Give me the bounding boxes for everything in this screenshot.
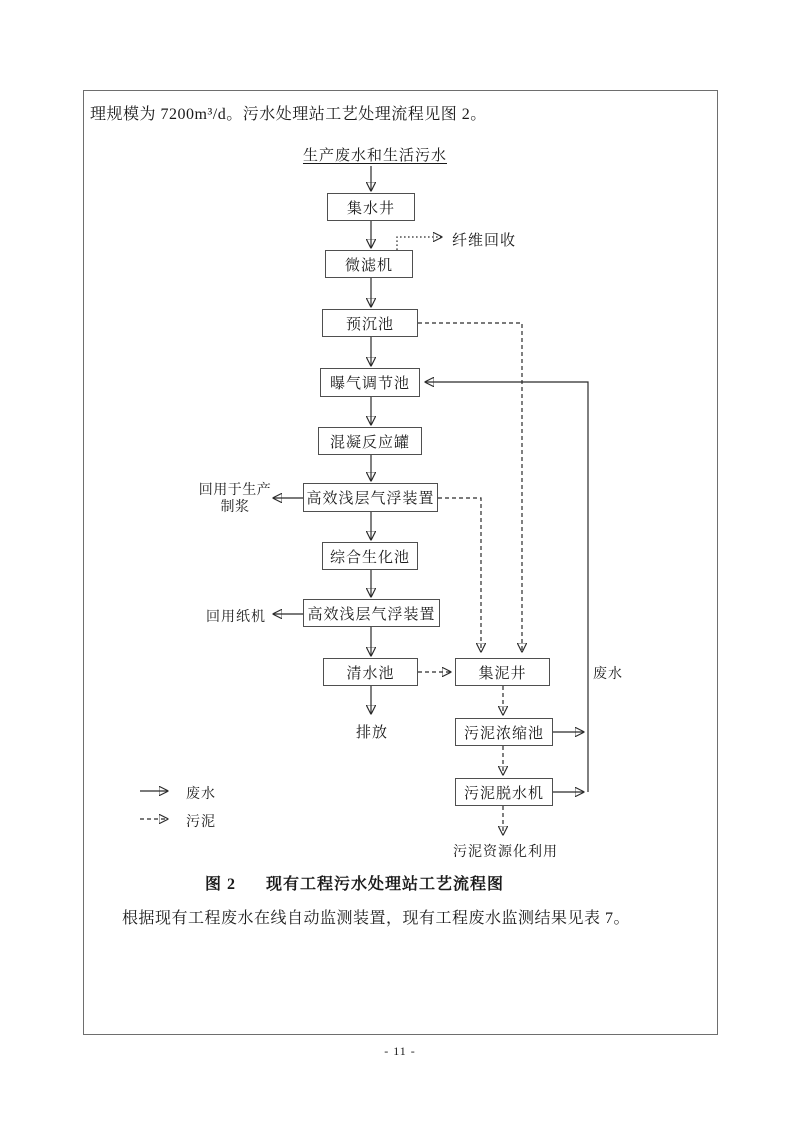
node-flotation-device-1: 高效浅层气浮装置 xyxy=(303,483,438,512)
legend-solid-label: 废水 xyxy=(186,787,216,802)
legend-dashed-label: 污泥 xyxy=(186,815,216,830)
figure-caption-title: 现有工程污水处理站工艺流程图 xyxy=(266,876,505,893)
figure-caption xyxy=(205,871,504,894)
reuse-for-pulping-line2: 制浆 xyxy=(220,500,250,515)
node-pre-sedimentation-tank: 预沉池 xyxy=(322,309,418,337)
reuse-for-pulping-label xyxy=(196,482,274,516)
sludge-resource-utilization-label: 污泥资源化利用 xyxy=(453,845,558,860)
reuse-paper-machine-label: 回用纸机 xyxy=(206,610,266,625)
node-sludge-dewatering-machine: 污泥脱水机 xyxy=(455,778,553,806)
body-paragraph: 根据现有工程废水在线自动监测装置，现有工程废水监测结果见表 7。 xyxy=(122,910,631,927)
node-aeration-regulation-tank: 曝气调节池 xyxy=(320,368,420,397)
fiber-recovery-label: 纤维回收 xyxy=(452,233,517,249)
node-collection-well: 集水井 xyxy=(327,193,415,221)
node-sludge-collection-well: 集泥井 xyxy=(455,658,550,686)
node-sludge-thickening-tank: 污泥浓缩池 xyxy=(455,718,553,746)
node-biochemical-tank: 综合生化池 xyxy=(322,542,418,570)
reuse-for-pulping-line1: 回用于生产 xyxy=(198,483,272,498)
discharge-label: 排放 xyxy=(356,725,389,741)
node-clear-water-tank: 清水池 xyxy=(323,658,418,686)
node-microfilter: 微滤机 xyxy=(325,250,413,278)
wastewater-return-label: 废水 xyxy=(593,667,623,682)
flow-source-label: 生产废水和生活污水 xyxy=(302,148,447,164)
node-flotation-device-2: 高效浅层气浮装置 xyxy=(303,599,440,627)
intro-paragraph: 理规模为 7200m³/d。污水处理站工艺处理流程见图 2。 xyxy=(90,106,487,123)
page-number: - 11 - xyxy=(384,1044,416,1058)
node-coagulation-reaction-tank: 混凝反应罐 xyxy=(318,427,422,455)
figure-caption-prefix: 图 2 xyxy=(205,876,237,893)
